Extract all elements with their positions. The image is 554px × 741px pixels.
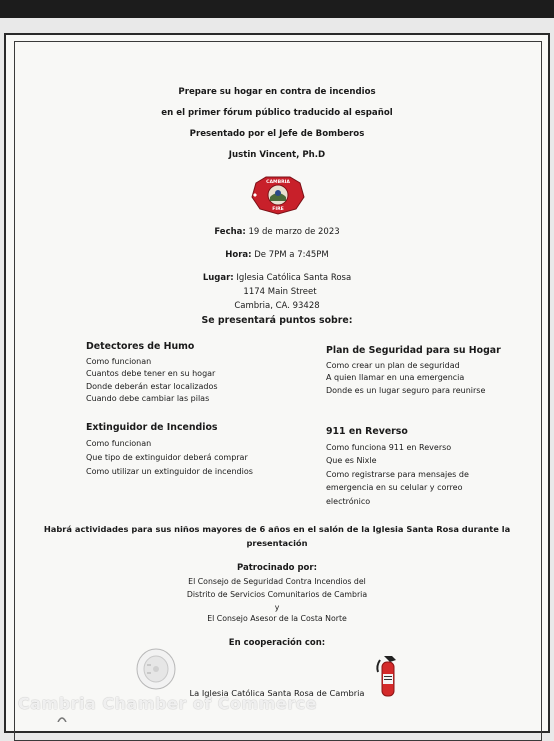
event-time: Hora: De 7PM a 7:45PM [225, 250, 329, 260]
topic-heading: Detectores de Humo [86, 341, 195, 352]
event-date: Fecha: 19 de marzo de 2023 [214, 227, 340, 237]
svg-text:CAMBRIA: CAMBRIA [266, 180, 290, 185]
topic-heading: 911 en Reverso [326, 426, 408, 437]
topic-safety-plan [326, 345, 501, 397]
topic-item: Cuando debe cambiar las pilas [86, 394, 210, 404]
topic-smoke-detectors [86, 341, 218, 406]
partial-icon [56, 712, 68, 722]
kids-note-line-1: Habrá actividades para sus niños mayores de 6 años en el salón de la Iglesia Santa Rosa durante la [43, 524, 511, 534]
topics-intro: Se presentará puntos sobre: [201, 315, 353, 326]
header-line-2: en el primer fórum público traducido al español [161, 108, 393, 118]
topic-reverse-911 [326, 425, 469, 508]
event-address-1: 1174 Main Street [243, 287, 317, 297]
watermark-text: Cambria Chamber of Commerce [18, 694, 317, 713]
topic-item: Como registrarse para mensajes de [326, 469, 469, 479]
sponsor-line-1: El Consejo de Seguridad Contra Incendios del [188, 577, 366, 586]
topic-item: electrónico [326, 496, 371, 506]
sponsor-line-2: Distrito de Servicios Comunitarios de Cambria [186, 590, 368, 599]
sponsor-line-4: El Consejo Asesor de la Costa Norte [207, 614, 347, 623]
topic-item: Como utilizar un extinguidor de incendios [86, 467, 253, 476]
topic-item: Que es Nixle [326, 456, 377, 465]
topic-item: Como crear un plan de seguridad [326, 360, 460, 370]
header-line-3: Presentado por el Jefe de Bomberos [189, 129, 365, 139]
fire-extinguisher-icon [372, 652, 402, 698]
header-line-1: Prepare su hogar en contra de incendios [178, 87, 376, 97]
topic-item: Que tipo de extinguidor deberá comprar [86, 453, 248, 462]
topic-heading: Plan de Seguridad para su Hogar [326, 345, 501, 356]
kids-note-line-2: presentación [246, 538, 308, 548]
event-place: Lugar: Iglesia Católica Santa Rosa [202, 273, 352, 283]
topic-item: Como funcionan [86, 439, 152, 448]
topic-item: Como funcionan [86, 356, 152, 366]
topic-item: Cuantos debe tener en su hogar [86, 369, 216, 379]
cooperation-heading: En cooperación con: [228, 638, 326, 648]
top-dark-bar [0, 0, 554, 18]
topic-item: emergencia en su celular y correo [326, 483, 463, 492]
topic-item: Donde deberán estar localizados [86, 381, 218, 391]
sponsor-line-3: y [274, 603, 280, 612]
flyer-page [4, 33, 550, 733]
cooperation-partner: La Iglesia Católica Santa Rosa de Cambria [189, 688, 365, 698]
topic-extinguisher [86, 421, 253, 479]
sponsors-heading: Patrocinado por: [237, 563, 317, 573]
topic-heading: Extinguidor de Incendios [86, 422, 218, 433]
event-address-2: Cambria, CA. 93428 [234, 301, 320, 311]
topic-item: A quien llamar en una emergencia [326, 373, 465, 383]
header-line-4: Justin Vincent, Ph.D [228, 150, 326, 160]
cambria-fire-seal-icon [250, 175, 306, 215]
topic-item: Como funciona 911 en Reverso [326, 442, 452, 452]
svg-text:FIRE: FIRE [272, 207, 284, 212]
topic-item: Donde es un lugar seguro para reunirse [326, 385, 486, 395]
smoke-detector-icon [136, 648, 176, 690]
